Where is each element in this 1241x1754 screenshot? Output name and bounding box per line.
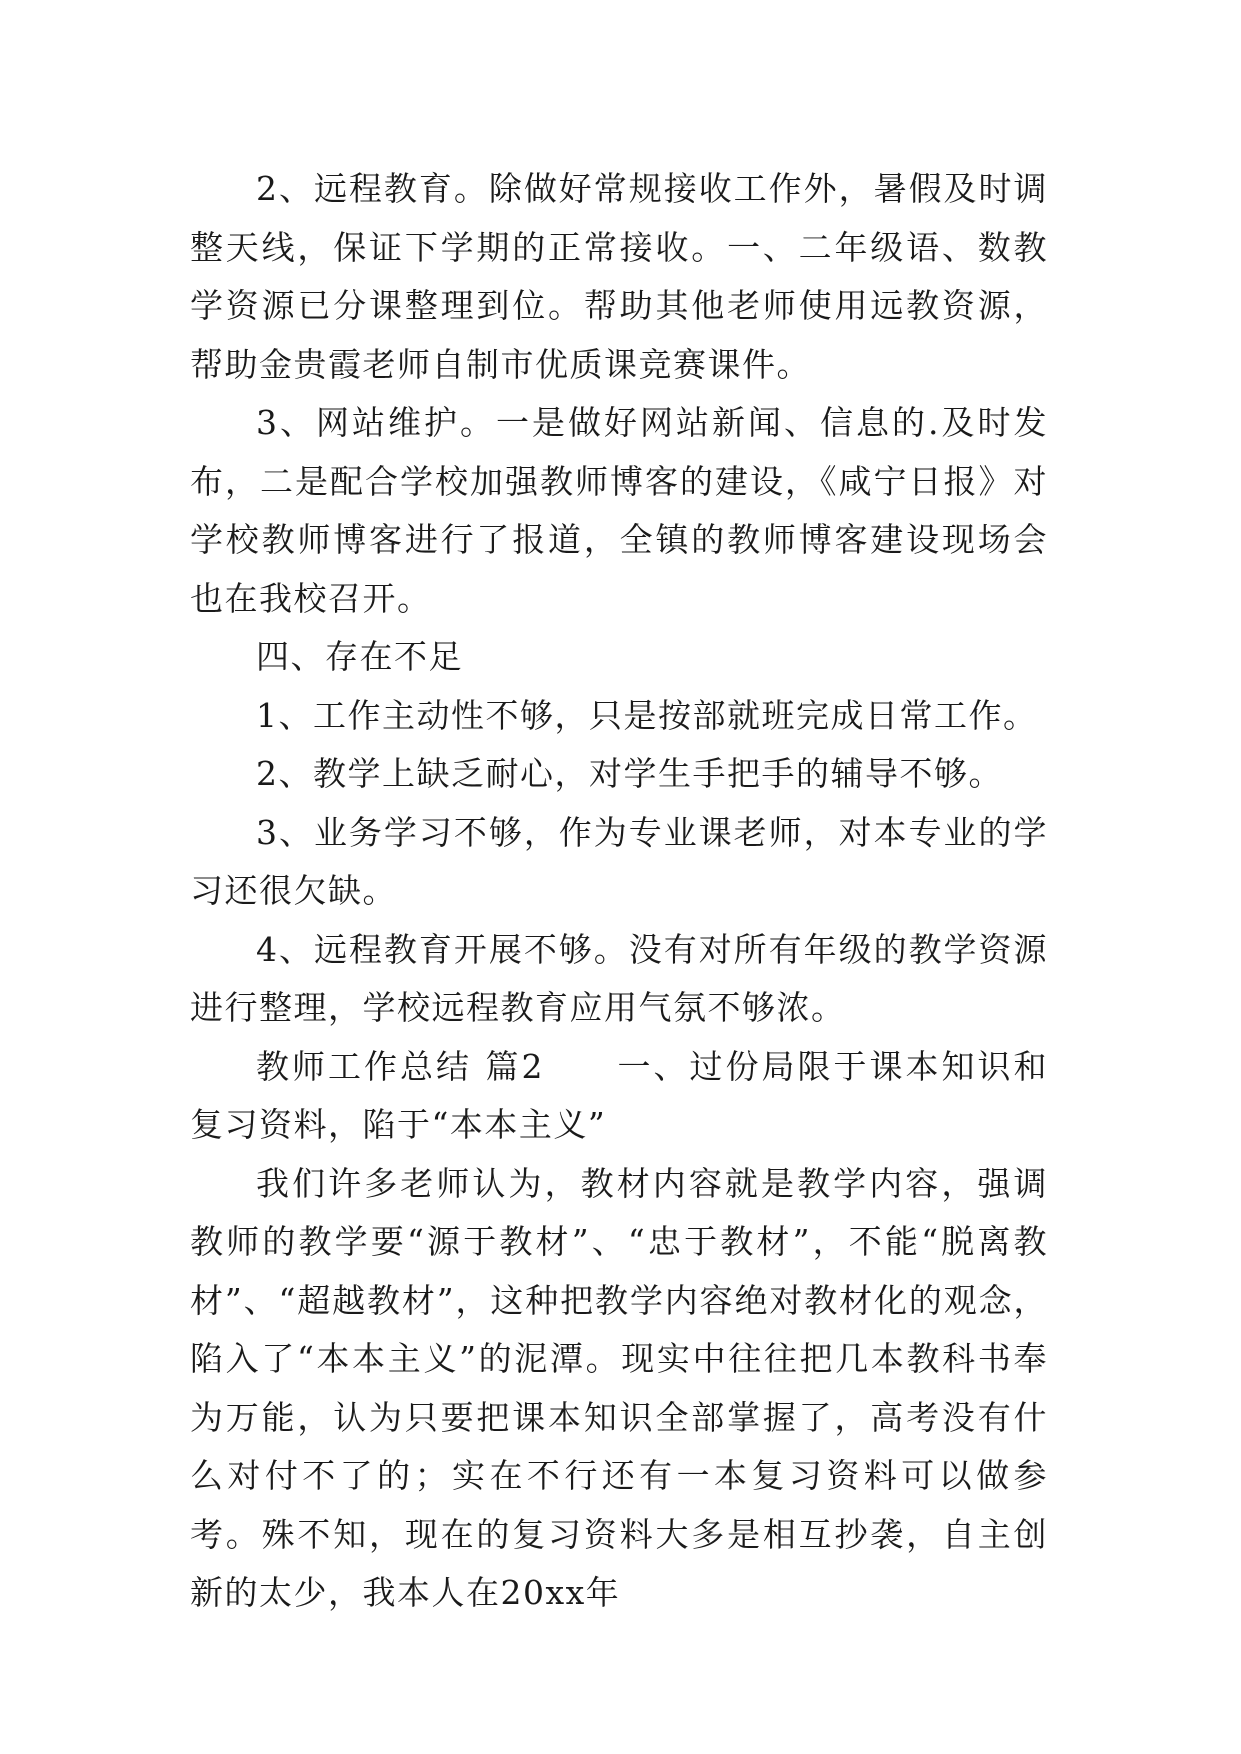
section-heading-shortcomings: 四、存在不足 bbox=[256, 637, 463, 676]
paragraph-summary-2-heading: 教师工作总结 篇2 一、过份局限于课本知识和复习资料，陷于“本本主义” bbox=[190, 1046, 1048, 1144]
paragraph-shortcoming-4: 4、远程教育开展不够。没有对所有年级的教学资源进行整理，学校远程教育应用气氛不够浓。 bbox=[190, 929, 1048, 1027]
paragraph-shortcoming-2: 2、教学上缺乏耐心，对学生手把手的辅导不够。 bbox=[256, 754, 1003, 793]
paragraph-shortcoming-3: 3、业务学习不够，作为专业课老师，对本专业的学习还很欠缺。 bbox=[190, 812, 1048, 910]
paragraph-shortcoming-1: 1、工作主动性不够，只是按部就班完成日常工作。 bbox=[256, 695, 1038, 735]
paragraph-textbook-issue: 我们许多老师认为，教材内容就是教学内容，强调教师的教学要“源于教材”、“忠于教材”，不能“脱离教材”、“超越教材”，这种把教学内容绝对教材化的观念，陷入了“本本主义”的泥潭。现实中往往把几本教科书奉为万能，认为只要把课本知识全部掌握了，高考没有什么对付不了的；实在不行还有一本复习资料可以做参考。殊不知，现在的复习资料大多是相互抄袭，自主创新的太少，我本人在20xx年 bbox=[190, 1163, 1048, 1612]
paragraph-remote-education: 2、远程教育。除做好常规接收工作外，暑假及时调整天线，保证下学期的正常接收。一、二年级语、数教学资源已分课整理到位。帮助其他老师使用远教资源，帮助金贵霞老师自制市优质课竞赛课件。 bbox=[190, 169, 1048, 384]
paragraph-website-maintenance: 3、网站维护。一是做好网站新闻、信息的.及时发布，二是配合学校加强教师博客的建设，《咸宁日报》对学校教师博客进行了报道，全镇的教师博客建设现场会也在我校召开。 bbox=[190, 403, 1048, 618]
document-body bbox=[190, 160, 1048, 1623]
